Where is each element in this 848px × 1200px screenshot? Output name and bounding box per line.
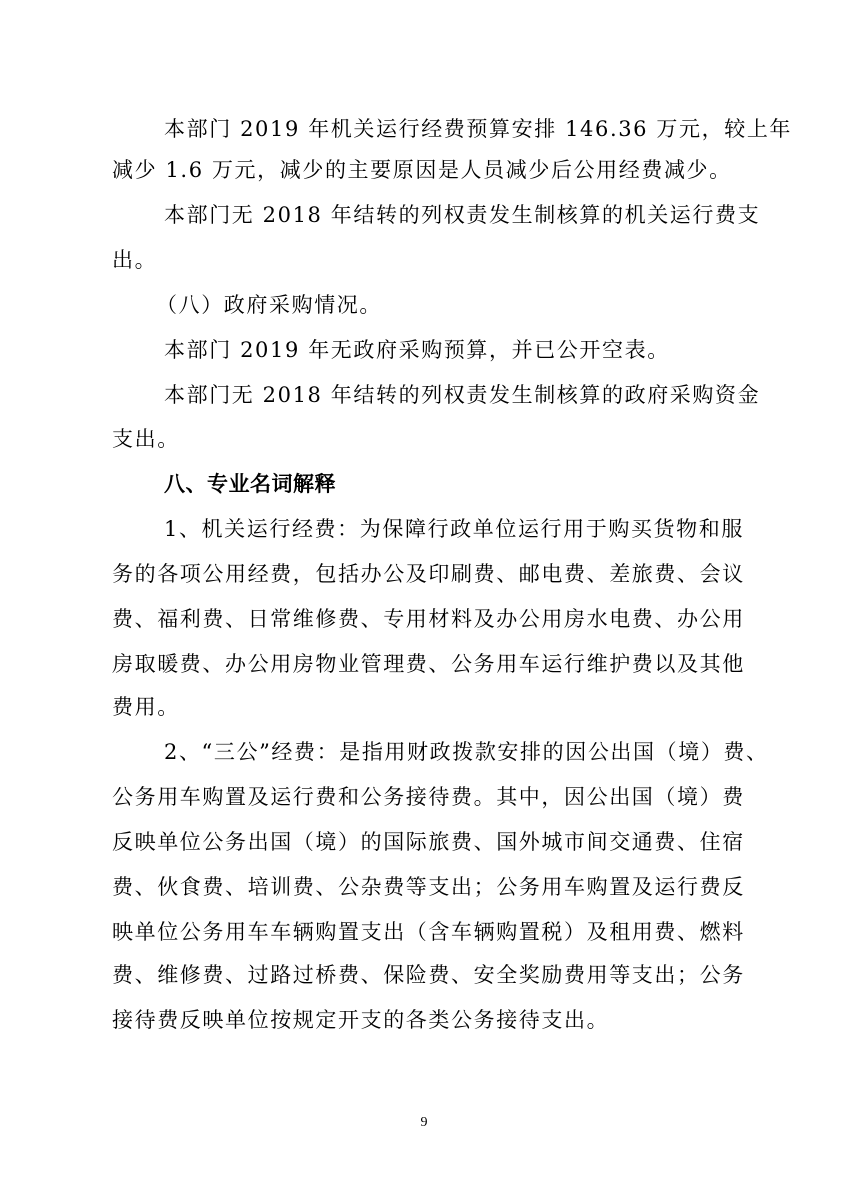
paragraph-line: 费、福利费、日常维修费、专用材料及办公用房水电费、办公用	[112, 607, 745, 631]
paragraph-line: 公务用车购置及运行费和公务接待费。其中，因公出国（境）费	[112, 785, 745, 809]
paragraph-line: 出。	[112, 248, 158, 272]
paragraph-line: 2、“三公”经费：是指用财政拨款安排的因公出国（境）费、	[164, 740, 769, 764]
paragraph-line: 映单位公务用车车辆购置支出（含车辆购置税）及租用费、燃料	[112, 920, 745, 944]
paragraph-line: 本部门无 2018 年结转的列权责发生制核算的机关运行费支	[164, 203, 761, 227]
paragraph-line: 本部门 2019 年无政府采购预算，并已公开空表。	[164, 338, 670, 362]
paragraph-line: 费用。	[112, 695, 180, 719]
paragraph-line: 费、维修费、过路过桥费、保险费、安全奖励费用等支出；公务	[112, 963, 745, 987]
paragraph-line: 房取暖费、办公用房物业管理费、公务用车运行维护费以及其他	[112, 652, 745, 676]
paragraph-line: 费、伙食费、培训费、公杂费等支出；公务用车购置及运行费反	[112, 875, 745, 899]
paragraph-line: 接待费反映单位按规定开支的各类公务接待支出。	[112, 1008, 610, 1032]
paragraph-line: 支出。	[112, 427, 180, 451]
section-heading: 八、专业名词解释	[164, 472, 336, 496]
paragraph-line: 1、机关运行经费：为保障行政单位运行用于购买货物和服	[164, 517, 744, 541]
paragraph-line: 反映单位公务出国（境）的国际旅费、国外城市间交通费、住宿	[112, 830, 745, 854]
section-subheading: （八）政府采购情况。	[156, 293, 382, 317]
paragraph-line: 务的各项公用经费，包括办公及印刷费、邮电费、差旅费、会议	[112, 562, 745, 586]
paragraph-line: 本部门无 2018 年结转的列权责发生制核算的政府采购资金	[164, 383, 761, 407]
paragraph-line: 减少 1.6 万元，减少的主要原因是人员减少后公用经费减少。	[112, 158, 732, 182]
paragraph-line: 本部门 2019 年机关运行经费预算安排 146.36 万元，较上年	[164, 117, 793, 141]
page-number: 9	[420, 1115, 428, 1130]
